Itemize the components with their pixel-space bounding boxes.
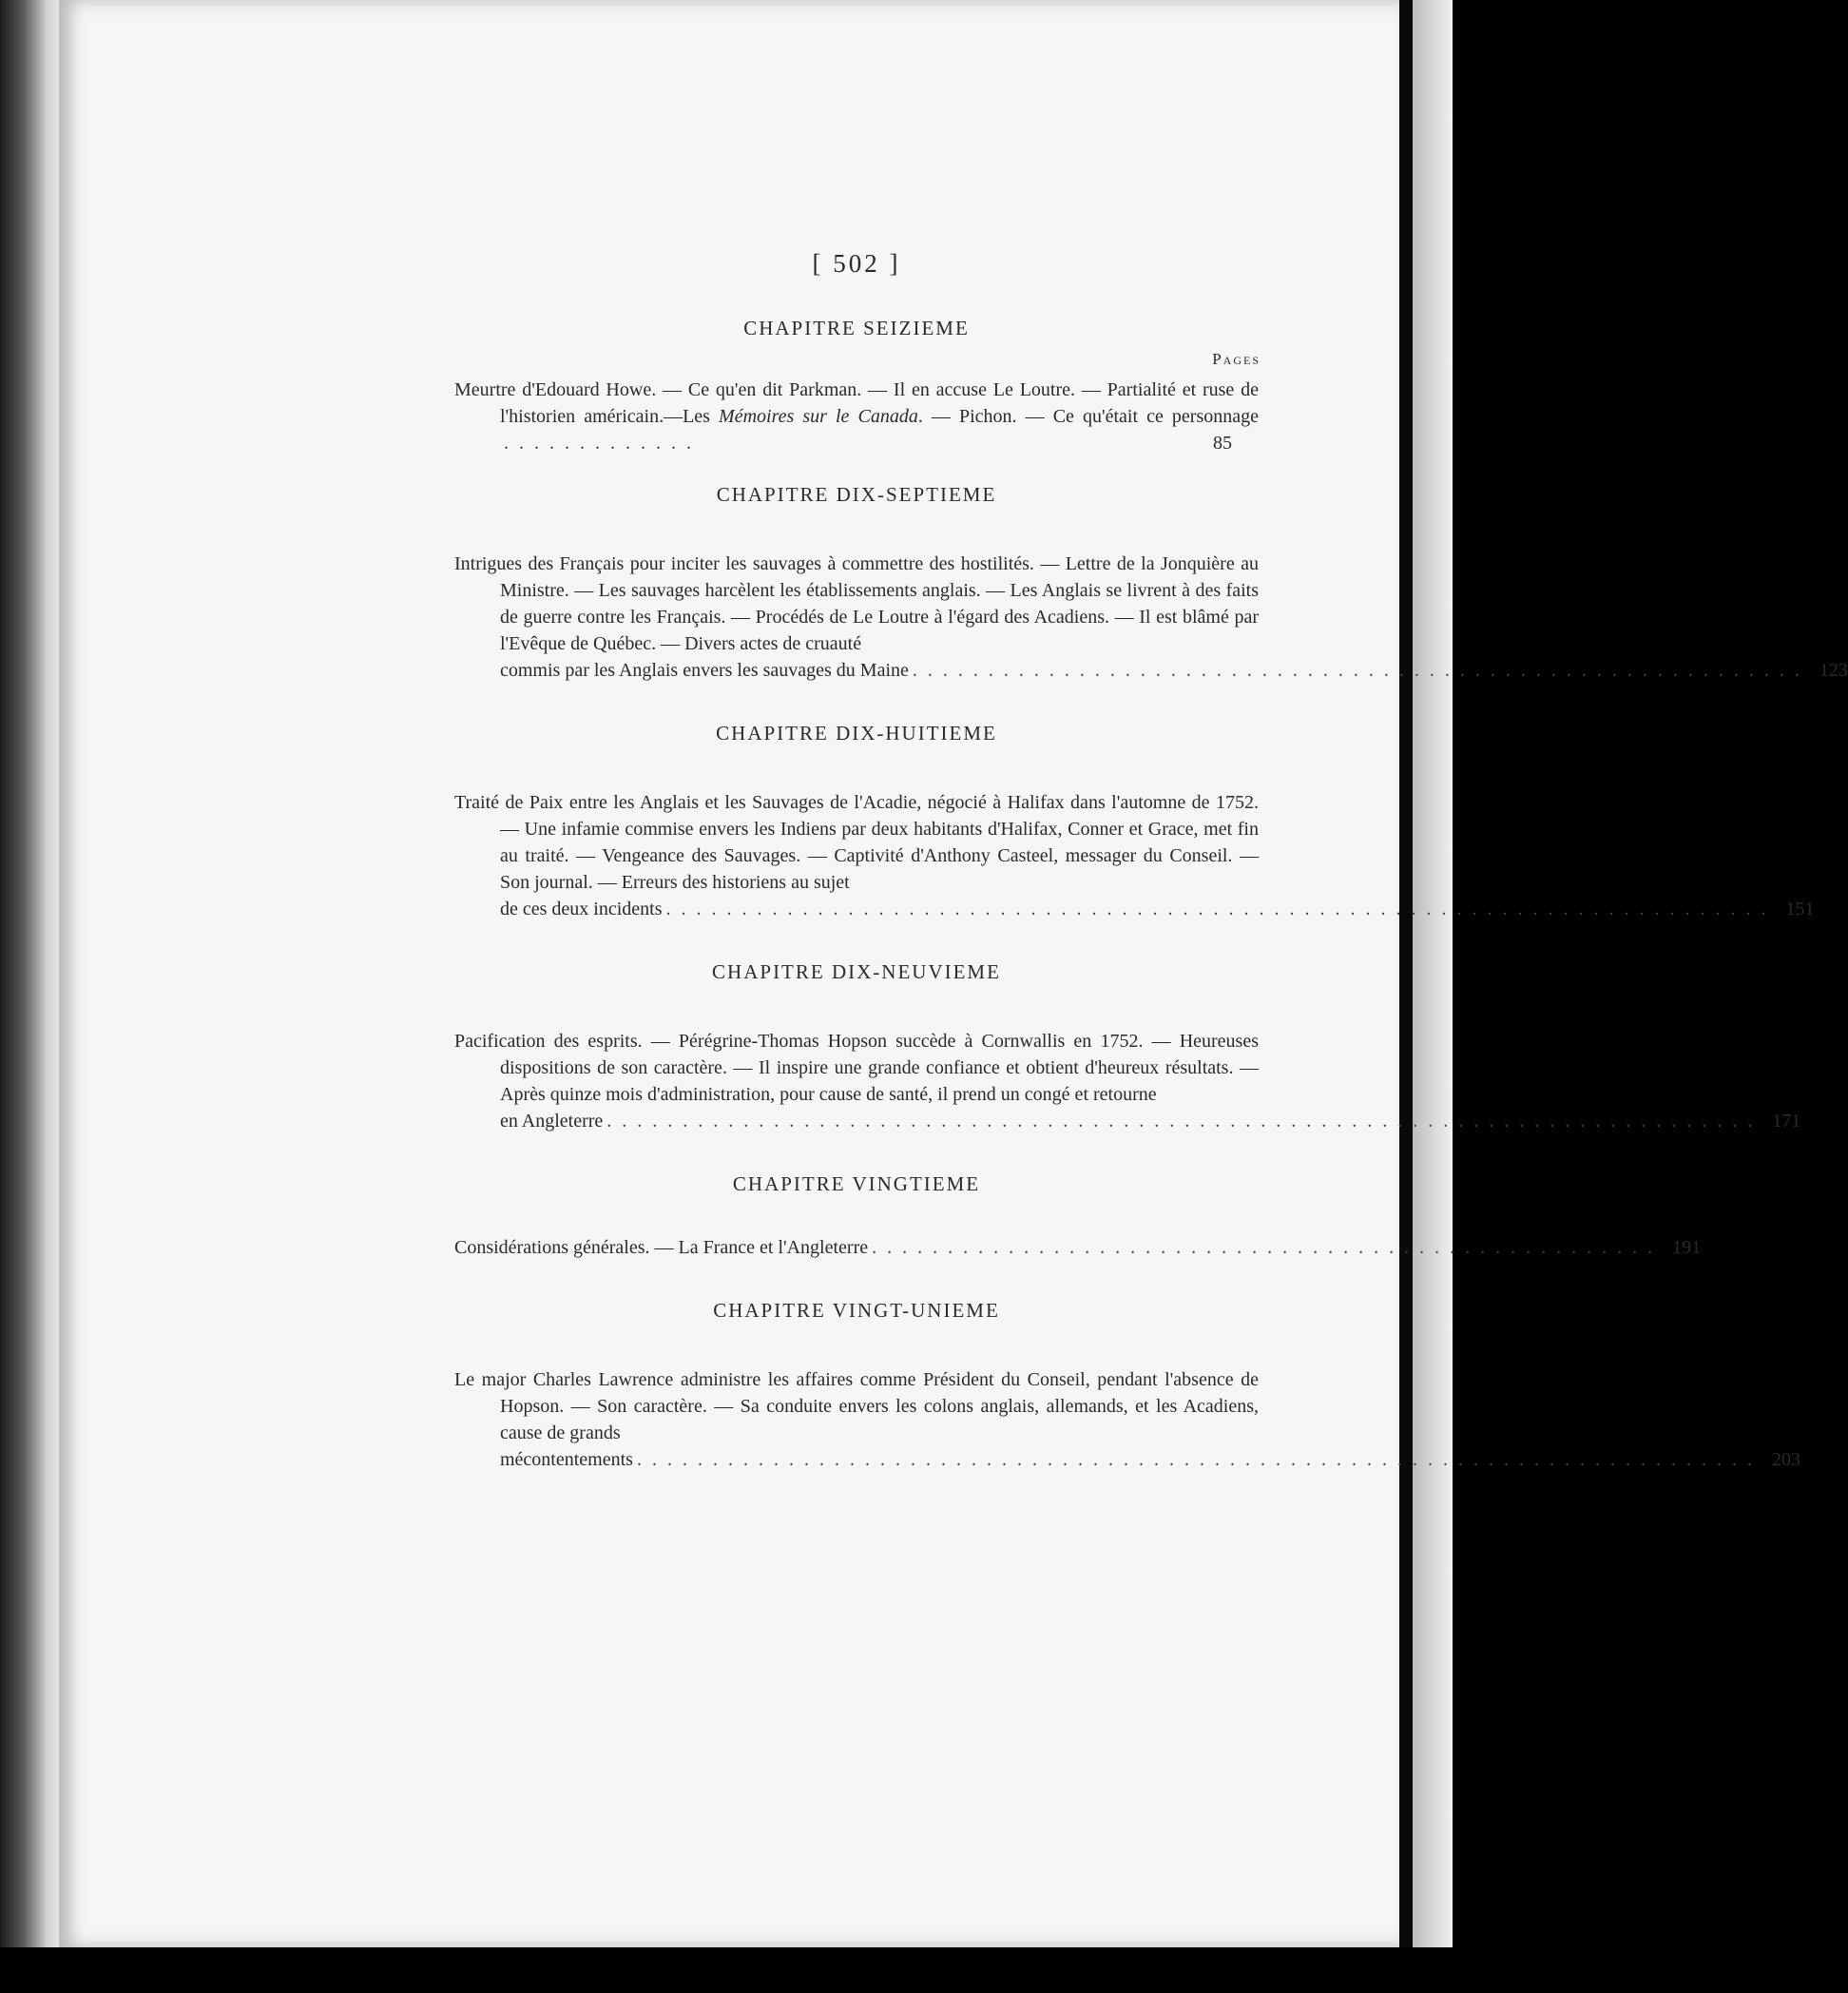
chapter-title: CHAPITRE SEIZIEME <box>743 317 970 339</box>
leader-dots: . . . . . . . . . . . . . . . . . . . . . . . . . . . . . . . . . . . . . . . . . . . . . . . . . . . . . . . . . . . . . . . . . . . . . . . . . <box>665 899 1769 919</box>
chapter-section-17 <box>454 483 1848 684</box>
leader-dots: . . . . . . . . . . . . . . . . . . . . . . . . . . . . . . . . . . . . . . . . . . . . . . . . . . . . . . . . . . . . . . . . . . . . . . . . . . <box>636 1449 1755 1470</box>
summary-last-text: en Angleterre <box>500 1111 604 1132</box>
pages-column-label: Pages <box>1212 350 1261 368</box>
chapter-summary: Meurtre d'Edouard Howe. — Ce qu'en dit Parkman. — Il en accuse Le Loutre. — Partialité et ruse de l'historien américain.—Les Mémoires sur le Canada. — Pichon. — Ce qu'était ce personnage . . . . . . . . . . . . . 85 <box>454 379 1260 454</box>
summary-text: Intrigues des Français pour inciter les sauvages à commettre des hostilités. — Lettre de la Jonquière au Ministre. — Les sauvages harcèlent les établissements anglais. — Les Anglais se livrent à des faits de guerre contre les Français. — Procédés de Le Loutre à l'égard des Acadiens. — Il est blâmé par l'Evêque de Québec. — Divers actes de cruauté <box>454 553 1259 654</box>
chapter-summary <box>454 1366 1800 1473</box>
chapter-section-18 <box>454 722 1815 922</box>
summary-title-italic: Mémoires sur le Canada <box>719 406 918 427</box>
summary-text: Pacification des esprits. — Pérégrine-Thomas Hopson succède à Cornwallis en 1752. — Heureuses dispositions de son caractère. — Il inspire une grande confiance et obtient d'heureux résultats. — Après quinze mois d'administration, pour cause de santé, il prend un congé et retourne <box>454 1031 1259 1105</box>
summary-last-line <box>500 896 1815 922</box>
summary-last-line <box>454 1234 1702 1261</box>
chapter-summary <box>454 1234 1702 1261</box>
chapter-section-16 <box>454 317 1259 456</box>
leader-dots: . . . . . . . . . . . . . . . . . . . . . . . . . . . . . . . . . . . . . . . . . . . . . . . . . . . . . . . . . . . <box>912 660 1802 681</box>
chapter-title: CHAPITRE DIX-HUITIEME <box>716 722 997 745</box>
page-reference: 171 <box>1772 1111 1801 1132</box>
chapter-title: CHAPITRE DIX-NEUVIEME <box>712 960 1001 983</box>
next-page-edge <box>1413 0 1453 1947</box>
page-reference: 203 <box>1771 1449 1800 1470</box>
leader-dots: . . . . . . . . . . . . . . . . . . . . . . . . . . . . . . . . . . . . . . . . . . . . . . . . . . . . . . . . . . . . . . . . . . . . . . . . . . . . <box>606 1111 1756 1132</box>
leader-dots: . . . . . . . . . . . . . <box>504 433 694 454</box>
summary-text: Traité de Paix entre les Anglais et les Sauvages de l'Acadie, négocié à Halifax dans l'automne de 1752. — Une infamie commise envers les Indiens par deux habitants d'Halifax, Conner et Grace, met fin au traité. — Vengeance des Sauvages. — Captivité d'Anthony Casteel, messager du Conseil. — Son journal. — Erreurs des historiens au sujet <box>454 792 1259 893</box>
chapter-summary <box>454 1028 1801 1134</box>
table-of-contents <box>454 249 1848 1473</box>
summary-text: Le major Charles Lawrence administre les affaires comme Président du Conseil, pendant l'absence de Hopson. — Son caractère. — Sa conduite envers les colons anglais, allemands, et les Acadiens, cause de grands <box>454 1369 1259 1443</box>
chapter-title: CHAPITRE VINGTIEME <box>732 1172 981 1195</box>
chapter-section-20 <box>454 1172 1702 1261</box>
chapter-title: CHAPITRE DIX-SEPTIEME <box>716 483 997 506</box>
chapter-title: CHAPITRE VINGT-UNIEME <box>713 1299 1000 1322</box>
summary-last-line <box>500 657 1848 684</box>
page-reference: 151 <box>1785 899 1815 919</box>
scan-binding-shadow <box>0 0 67 1993</box>
summary-text: Meurtre d'Edouard Howe. — Ce qu'en dit Parkman. — Il en accuse Le Loutre. — Partialité et ruse de l'historien américain.—Les <box>454 379 1259 427</box>
leader-dots: . . . . . . . . . . . . . . . . . . . . . . . . . . . . . . . . . . . . . . . . . . . . . . . . . . . . <box>872 1237 1656 1258</box>
page-reference: 123 <box>1819 660 1848 681</box>
page-reference: 191 <box>1672 1237 1702 1258</box>
chapter-section-21 <box>454 1299 1800 1473</box>
summary-last-text: commis par les Anglais envers les sauvages du Maine <box>500 660 909 681</box>
summary-text-end: . — Pichon. — Ce qu'était ce personnage <box>917 406 1260 427</box>
summary-last-text: mécontentements <box>500 1449 633 1470</box>
summary-last-line <box>500 1446 1800 1473</box>
scan-bottom-border <box>0 1947 1453 1993</box>
page-number: [ 502 ] <box>812 249 901 278</box>
chapter-summary <box>454 789 1815 922</box>
chapter-summary <box>454 551 1848 684</box>
page-gutter-edge <box>1399 0 1413 1947</box>
chapter-section-19 <box>454 960 1801 1134</box>
summary-last-text: Considérations générales. — La France et l'Angleterre <box>454 1237 869 1258</box>
summary-last-text: de ces deux incidents <box>500 899 663 919</box>
summary-last-line <box>500 1108 1801 1134</box>
